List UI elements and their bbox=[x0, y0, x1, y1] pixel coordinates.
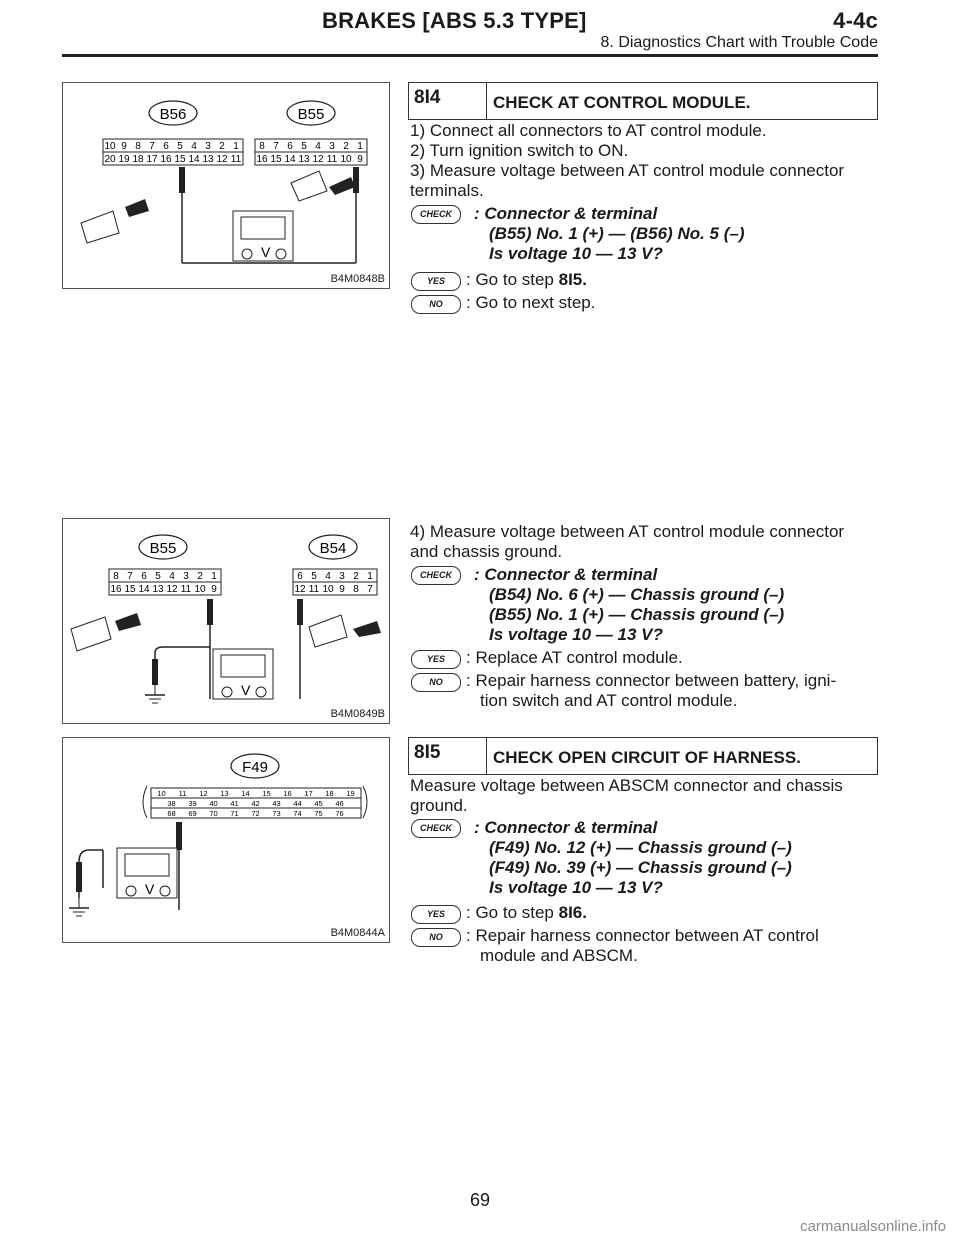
yes-answer: : Go to step 8I5. bbox=[466, 270, 587, 289]
page-number: 69 bbox=[469, 1190, 491, 1210]
pin-number: 6 bbox=[141, 571, 147, 582]
pin-number: 10 bbox=[157, 789, 166, 798]
pin-number: 5 bbox=[301, 141, 307, 152]
pin-number: 16 bbox=[256, 154, 268, 165]
connector-diagram bbox=[63, 738, 389, 942]
check-text: (B55) No. 1 (+) — (B56) No. 5 (–) bbox=[489, 224, 745, 243]
page-header-title: BRAKES [ABS 5.3 TYPE] bbox=[322, 8, 587, 33]
pin-number: 43 bbox=[272, 799, 281, 808]
check-text: (F49) No. 39 (+) — Chassis ground (–) bbox=[489, 858, 792, 877]
svg-text:V: V bbox=[241, 682, 251, 698]
pin-number: 7 bbox=[273, 141, 279, 152]
page-header-section: 4-4c bbox=[833, 8, 878, 33]
check-label: CHECK bbox=[411, 819, 461, 838]
figure-b4m0849b bbox=[62, 518, 390, 724]
pin-number: 13 bbox=[152, 584, 164, 595]
page-header-subtitle: 8. Diagnostics Chart with Trouble Code bbox=[600, 34, 878, 51]
step-number: 8I5 bbox=[409, 738, 487, 774]
pin-number: 2 bbox=[343, 141, 349, 152]
pin-number: 20 bbox=[104, 154, 116, 165]
check-text: (F49) No. 12 (+) — Chassis ground (–) bbox=[489, 838, 792, 857]
watermark: carmanualsonline.info bbox=[800, 1218, 946, 1235]
pin-number: 4 bbox=[191, 141, 197, 152]
pin-number: 9 bbox=[211, 584, 217, 595]
figure-caption: B4M0844A bbox=[330, 927, 385, 939]
step-instruction: 1) Connect all connectors to AT control module. bbox=[410, 121, 767, 140]
check-text: Is voltage 10 — 13 V? bbox=[489, 625, 663, 644]
pin-number: 38 bbox=[167, 799, 176, 808]
step-instruction: 2) Turn ignition switch to ON. bbox=[410, 141, 629, 160]
pin-number: 13 bbox=[202, 154, 214, 165]
pin-number: 15 bbox=[270, 154, 282, 165]
pin-number: 19 bbox=[346, 789, 355, 798]
pin-number: 10 bbox=[194, 584, 206, 595]
pin-number: 16 bbox=[110, 584, 122, 595]
pin-number: 4 bbox=[325, 571, 331, 582]
no-label: NO bbox=[411, 295, 461, 314]
no-label: NO bbox=[411, 673, 461, 692]
pin-number: 17 bbox=[146, 154, 158, 165]
connector-label-b55: B55 bbox=[297, 106, 325, 123]
pin-number: 5 bbox=[177, 141, 183, 152]
pin-number: 40 bbox=[209, 799, 218, 808]
pin-number: 71 bbox=[230, 809, 239, 818]
pin-number: 13 bbox=[298, 154, 310, 165]
pin-number: 17 bbox=[304, 789, 313, 798]
pin-number: 9 bbox=[339, 584, 345, 595]
pin-number: 10 bbox=[104, 141, 116, 152]
pin-number: 16 bbox=[160, 154, 172, 165]
pin-number: 14 bbox=[138, 584, 150, 595]
pin-number: 12 bbox=[166, 584, 178, 595]
pin-number: 46 bbox=[335, 799, 344, 808]
pin-number: 1 bbox=[233, 141, 239, 152]
pin-number: 6 bbox=[287, 141, 293, 152]
yes-label: YES bbox=[411, 905, 461, 924]
pin-number: 8 bbox=[353, 584, 359, 595]
pin-number: 3 bbox=[205, 141, 211, 152]
pin-number: 12 bbox=[294, 584, 306, 595]
yes-answer: : Go to step 8I6. bbox=[466, 903, 587, 922]
pin-number: 14 bbox=[241, 789, 250, 798]
connector-label-b56: B56 bbox=[159, 106, 187, 123]
no-answer: : Repair harness connector between AT control bbox=[466, 926, 819, 945]
check-label: CHECK bbox=[411, 566, 461, 585]
connector-diagram bbox=[63, 519, 389, 723]
check-text: : Connector & terminal bbox=[474, 204, 658, 223]
pin-number: 11 bbox=[230, 154, 242, 165]
pin-number: 6 bbox=[297, 571, 303, 582]
pin-number: 10 bbox=[340, 154, 352, 165]
pin-number: 68 bbox=[167, 809, 176, 818]
pin-number: 45 bbox=[314, 799, 323, 808]
pin-number: 19 bbox=[118, 154, 130, 165]
pin-number: 5 bbox=[155, 571, 161, 582]
step-title: CHECK AT CONTROL MODULE. bbox=[493, 93, 751, 112]
check-text: Is voltage 10 — 13 V? bbox=[489, 244, 663, 263]
connector-diagram bbox=[63, 83, 389, 288]
step-instruction: and chassis ground. bbox=[410, 542, 563, 561]
figure-b4m0848b bbox=[62, 82, 390, 289]
step-instruction: 3) Measure voltage between AT control module connector bbox=[410, 161, 845, 180]
pin-number: 12 bbox=[216, 154, 228, 165]
pin-number: 4 bbox=[315, 141, 321, 152]
pin-number: 8 bbox=[113, 571, 119, 582]
step-instruction: terminals. bbox=[410, 181, 484, 200]
no-label: NO bbox=[411, 928, 461, 947]
pin-number: 7 bbox=[127, 571, 133, 582]
pin-number: 1 bbox=[367, 571, 373, 582]
connector-label-f49: F49 bbox=[242, 759, 268, 776]
pin-number: 41 bbox=[230, 799, 239, 808]
pin-number: 12 bbox=[312, 154, 324, 165]
pin-number: 15 bbox=[124, 584, 136, 595]
pin-number: 5 bbox=[311, 571, 317, 582]
pin-number: 42 bbox=[251, 799, 260, 808]
connector-label-b54: B54 bbox=[319, 540, 347, 557]
no-answer: tion switch and AT control module. bbox=[480, 691, 738, 710]
figure-caption: B4M0849B bbox=[330, 708, 385, 720]
pin-number: 7 bbox=[367, 584, 373, 595]
pin-number: 2 bbox=[219, 141, 225, 152]
no-answer: : Go to next step. bbox=[466, 293, 596, 312]
pin-number: 11 bbox=[308, 584, 320, 595]
step-instruction: 4) Measure voltage between AT control module connector bbox=[410, 522, 845, 541]
step-header-8i5 bbox=[408, 737, 878, 775]
pin-number: 2 bbox=[197, 571, 203, 582]
yes-answer: : Replace AT control module. bbox=[466, 648, 683, 667]
pin-number: 14 bbox=[188, 154, 200, 165]
pin-number: 7 bbox=[149, 141, 155, 152]
pin-number: 73 bbox=[272, 809, 281, 818]
pin-number: 69 bbox=[188, 809, 197, 818]
pin-number: 2 bbox=[353, 571, 359, 582]
svg-text:V: V bbox=[261, 244, 271, 260]
yes-label: YES bbox=[411, 650, 461, 669]
pin-number: 15 bbox=[174, 154, 186, 165]
step-title: CHECK OPEN CIRCUIT OF HARNESS. bbox=[493, 748, 801, 767]
step-header-8i4 bbox=[408, 82, 878, 120]
pin-number: 4 bbox=[169, 571, 175, 582]
pin-number: 13 bbox=[220, 789, 229, 798]
pin-number: 12 bbox=[199, 789, 208, 798]
pin-number: 8 bbox=[259, 141, 265, 152]
svg-text:V: V bbox=[145, 881, 155, 897]
pin-number: 9 bbox=[121, 141, 127, 152]
check-text: (B55) No. 1 (+) — Chassis ground (–) bbox=[489, 605, 785, 624]
pin-number: 11 bbox=[180, 584, 192, 595]
connector-label-b55: B55 bbox=[149, 540, 177, 557]
check-text: (B54) No. 6 (+) — Chassis ground (–) bbox=[489, 585, 785, 604]
pin-number: 75 bbox=[314, 809, 323, 818]
step-number: 8I4 bbox=[409, 83, 487, 119]
step-instruction: Measure voltage between ABSCM connector and chassis bbox=[410, 776, 843, 795]
pin-number: 76 bbox=[335, 809, 344, 818]
yes-label: YES bbox=[411, 272, 461, 291]
pin-number: 70 bbox=[209, 809, 218, 818]
check-label: CHECK bbox=[411, 205, 461, 224]
pin-number: 3 bbox=[329, 141, 335, 152]
pin-number: 11 bbox=[326, 154, 338, 165]
pin-number: 6 bbox=[163, 141, 169, 152]
pin-number: 18 bbox=[132, 154, 144, 165]
pin-number: 14 bbox=[284, 154, 296, 165]
pin-number: 74 bbox=[293, 809, 302, 818]
pin-number: 72 bbox=[251, 809, 260, 818]
no-answer: : Repair harness connector between battery, igni- bbox=[466, 671, 837, 690]
check-text: : Connector & terminal bbox=[474, 818, 658, 837]
pin-number: 10 bbox=[322, 584, 334, 595]
pin-number: 8 bbox=[135, 141, 141, 152]
pin-number: 1 bbox=[357, 141, 363, 152]
pin-number: 11 bbox=[178, 789, 187, 798]
pin-number: 3 bbox=[183, 571, 189, 582]
pin-number: 1 bbox=[211, 571, 217, 582]
figure-b4m0844a bbox=[62, 737, 390, 943]
step-instruction: ground. bbox=[410, 796, 468, 815]
check-text: Is voltage 10 — 13 V? bbox=[489, 878, 663, 897]
figure-caption: B4M0848B bbox=[330, 273, 385, 285]
pin-number: 44 bbox=[293, 799, 302, 808]
pin-number: 9 bbox=[357, 154, 363, 165]
pin-number: 18 bbox=[325, 789, 334, 798]
check-text: : Connector & terminal bbox=[474, 565, 658, 584]
pin-number: 39 bbox=[188, 799, 197, 808]
pin-number: 16 bbox=[283, 789, 292, 798]
header-rule bbox=[62, 54, 878, 57]
pin-number: 3 bbox=[339, 571, 345, 582]
no-answer: module and ABSCM. bbox=[480, 946, 638, 965]
pin-number: 15 bbox=[262, 789, 271, 798]
